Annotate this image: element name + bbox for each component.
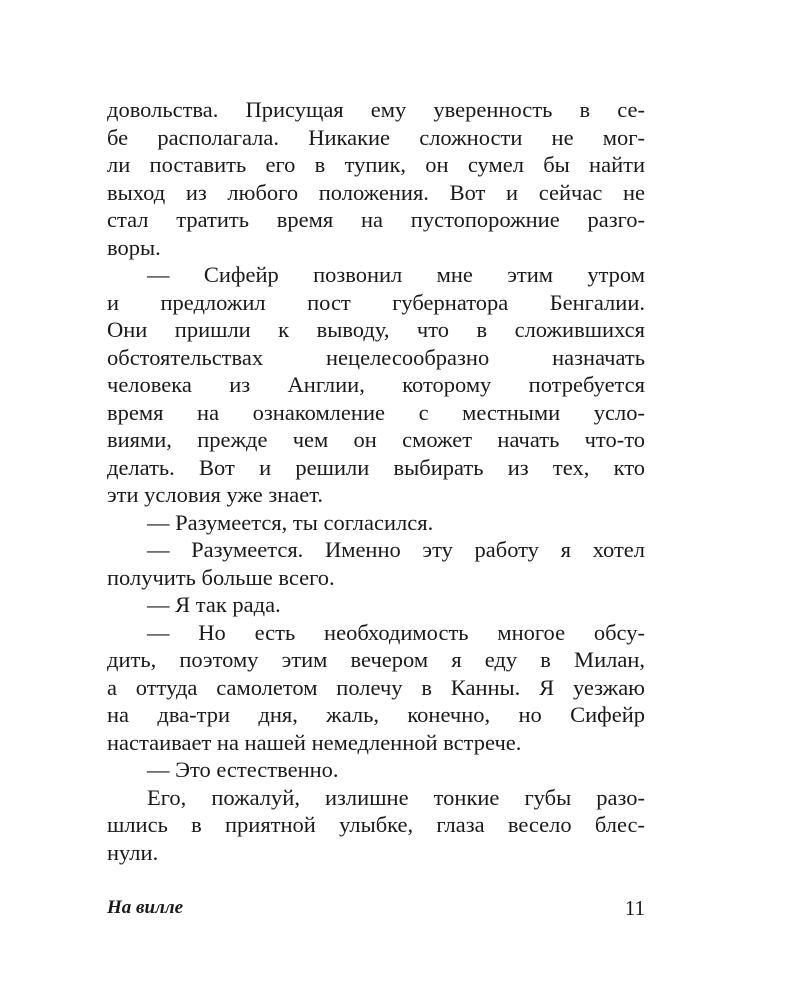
text-line: выход из любого положения. Вот и сейчас не (107, 179, 645, 205)
text-line: — Но есть необходимость многое обсу- (147, 619, 645, 645)
text-line: довольства. Присущая ему уверенность в се- (107, 97, 645, 122)
text-line: — Я так рада. (147, 592, 281, 617)
text-line: и предложил пост губернатора Бенгалии. (107, 289, 645, 315)
text-line: на два-три дня, жаль, конечно, но Сифейр (107, 702, 645, 727)
page-footer (107, 893, 645, 923)
text-line: получить больше всего. (107, 564, 335, 590)
text-line: а оттуда самолетом полечу в Канны. Я уезжаю (107, 674, 645, 700)
text-line: делать. Вот и решили выбирать из тех, кто (107, 454, 645, 480)
text-line: стал тратить время на пустопорожние разго- (107, 207, 645, 232)
text-line: виями, прежде чем он сможет начать что-то (107, 427, 645, 452)
text-line: настаивает на нашей немедленной встрече. (107, 729, 522, 755)
text-line: ли поставить его в тупик, он сумел бы найти (107, 152, 645, 177)
text-line: Его, пожалуй, излишне тонкие губы разо- (147, 784, 645, 810)
text-line: дить, поэтому этим вечером я еду в Милан, (107, 647, 645, 672)
text-line: воры. (107, 234, 161, 260)
text-line: — Разумеется, ты согласился. (147, 509, 434, 535)
text-line: бе располагала. Никакие сложности не мог- (107, 124, 645, 150)
text-line: шлись в приятной улыбке, глаза весело блес- (107, 812, 645, 837)
text-line: Они пришли к выводу, что в сложившихся (107, 317, 645, 342)
text-line: время на ознакомление с местными усло- (107, 399, 645, 425)
text-line: человека из Англии, которому потребуется (107, 372, 645, 397)
text-line: эти условия уже знает. (107, 482, 323, 507)
page-number: 11 (624, 896, 645, 920)
running-title: На вилле (107, 897, 184, 918)
text-line: — Сифейр позвонил мне этим утром (147, 262, 645, 287)
text-line: — Разумеется. Именно эту работу я хотел (147, 537, 645, 562)
text-line: — Это естественно. (147, 757, 339, 782)
text-line: обстоятельствах нецелесообразно назначать (107, 344, 645, 370)
text-line: нули. (107, 839, 159, 865)
page-body-text (107, 96, 645, 866)
